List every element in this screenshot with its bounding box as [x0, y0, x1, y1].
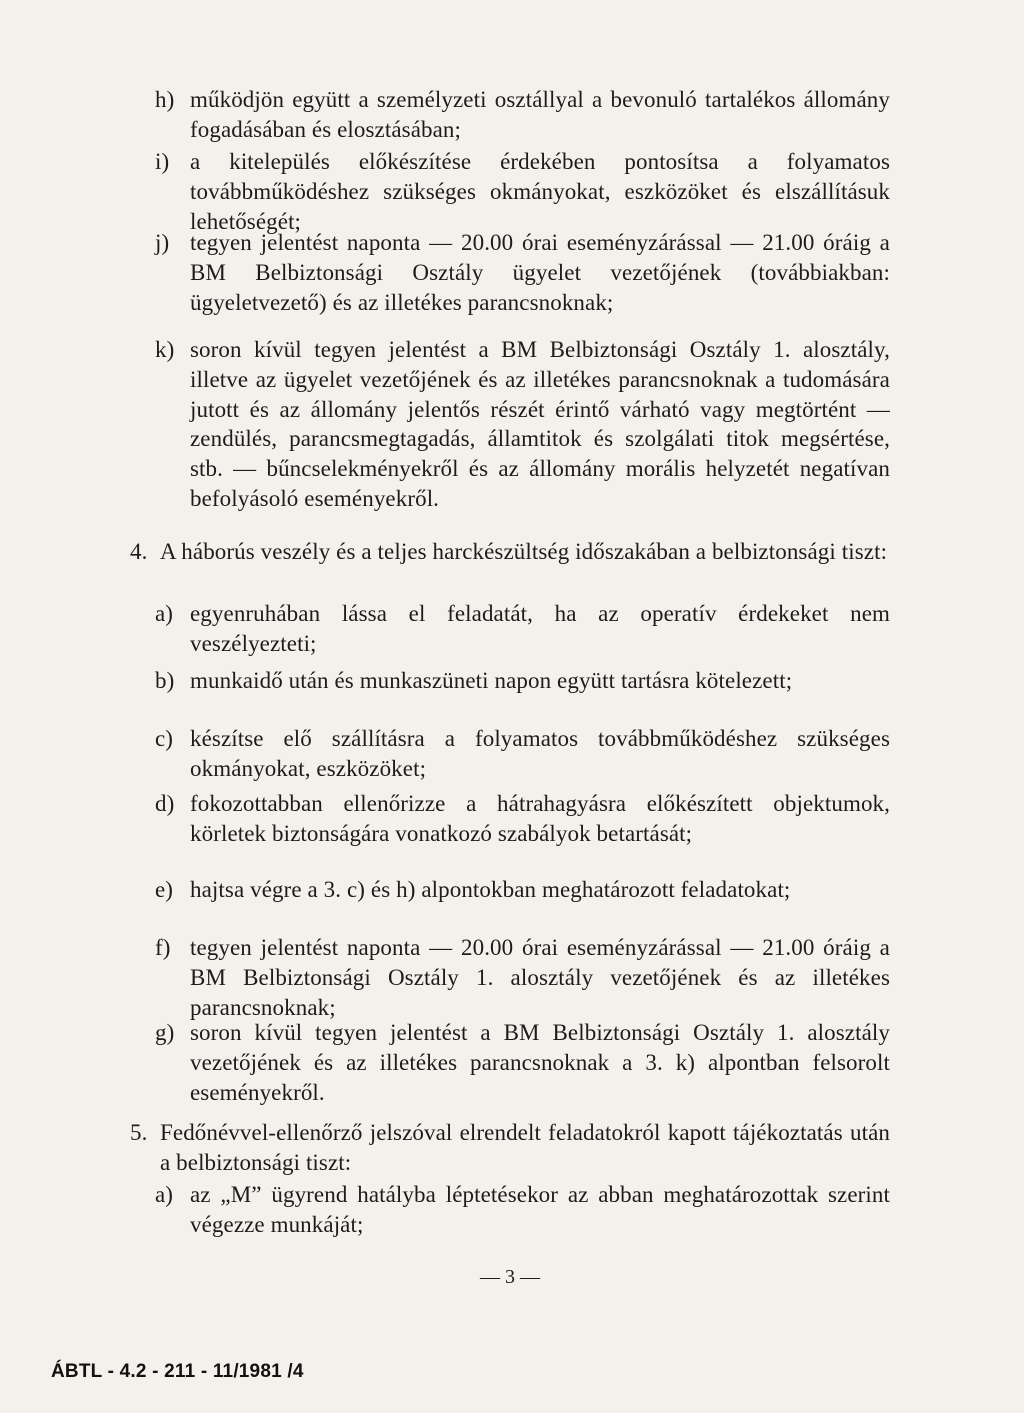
list-item	[155, 335, 890, 514]
item-text: soron kívül tegyen jelentést a BM Belbiztonsági Osztály 1. alosztály, illetve az ügyelet vezetőjének és az illetékes parancsnoknak a tudomására jutott és az állomány jelentős részét érintő várható vagy megtörtént — zendülés, parancsmegtagadás, államtitok és szolgálati titok megsértése, stb. — bűncselekményekről és az állomány morális helyzetét negatívan befolyásoló eseményekről.	[190, 337, 890, 511]
item-text: soron kívül tegyen jelentést a BM Belbiztonsági Osztály 1. alosztály vezetőjének és az illetékes parancsnoknak a 3. k) alpontban felsorolt eseményekről.	[190, 1020, 890, 1105]
item-text: munkaidő után és munkaszüneti napon együtt tartásra kötelezett;	[190, 668, 793, 693]
section-item	[130, 1118, 890, 1178]
list-item	[155, 1180, 890, 1240]
list-item	[155, 85, 890, 145]
item-text: fokozottabban ellenőrizze a hátrahagyásra előkészített objektumok, körletek biztonságára vonatkozó szabályok betartását;	[190, 791, 890, 846]
section-text: A háborús veszély és a teljes harckészültség időszakában a belbiztonsági tiszt:	[160, 539, 888, 564]
list-item	[155, 599, 890, 659]
item-text: tegyen jelentést naponta — 20.00 órai eseményzárással — 21.00 óráig a BM Belbiztonsági Osztály 1. alosztály vezetőjének és az illetékes parancsnoknak;	[190, 935, 890, 1020]
item-label: f)	[155, 935, 171, 960]
item-text: tegyen jelentést naponta — 20.00 órai eseményzárással — 21.00 óráig a BM Belbiztonsági Osztály ügyelet vezetőjének (továbbiakban: ügyeletvezető) és az illetékes parancsnoknak;	[190, 230, 890, 315]
item-label: a)	[155, 1182, 174, 1207]
section-number: 5.	[130, 1120, 148, 1145]
archive-reference: ÁBTL - 4.2 - 211 - 11/1981 /4	[51, 1361, 304, 1382]
list-item	[155, 933, 890, 1022]
item-text: hajtsa végre a 3. c) és h) alpontokban meghatározott feladatokat;	[190, 877, 791, 902]
list-item	[155, 724, 890, 784]
item-label: e)	[155, 877, 174, 902]
page-number: — 3 —	[480, 1266, 540, 1288]
item-label: b)	[155, 668, 175, 693]
item-text: egyenruhában lássa el feladatát, ha az operatív érdekeket nem veszélyezteti;	[190, 601, 890, 656]
list-item	[155, 1018, 890, 1107]
list-item	[155, 875, 890, 905]
section-item	[130, 537, 890, 567]
item-text: működjön együtt a személyzeti osztállyal a bevonuló tartalékos állomány fogadásában és elosztásában;	[190, 87, 890, 142]
item-label: a)	[155, 601, 174, 626]
item-text: a kitelepülés előkészítése érdekében pontosítsa a folyamatos továbbműködéshez szükséges okmányokat, eszközöket és elszállításuk lehetőségét;	[190, 149, 890, 234]
item-label: d)	[155, 791, 175, 816]
list-item	[155, 228, 890, 317]
list-item	[155, 789, 890, 849]
item-text: az „M” ügyrend hatályba léptetésekor az abban meghatározottak szerint végezze munkáját;	[190, 1182, 890, 1237]
item-label: k)	[155, 337, 175, 362]
list-item	[155, 666, 890, 696]
item-text: készítse elő szállításra a folyamatos továbbműködéshez szükséges okmányokat, eszközöket;	[190, 726, 890, 781]
item-label: g)	[155, 1020, 175, 1045]
list-item	[155, 147, 890, 236]
item-label: h)	[155, 87, 175, 112]
item-label: i)	[155, 149, 170, 174]
section-text: Fedőnévvel-ellenőrző jelszóval elrendelt feladatokról kapott tájékoztatás után a belbiztonsági tiszt:	[160, 1120, 890, 1175]
item-label: j)	[155, 230, 170, 255]
section-number: 4.	[130, 539, 148, 564]
item-label: c)	[155, 726, 174, 751]
